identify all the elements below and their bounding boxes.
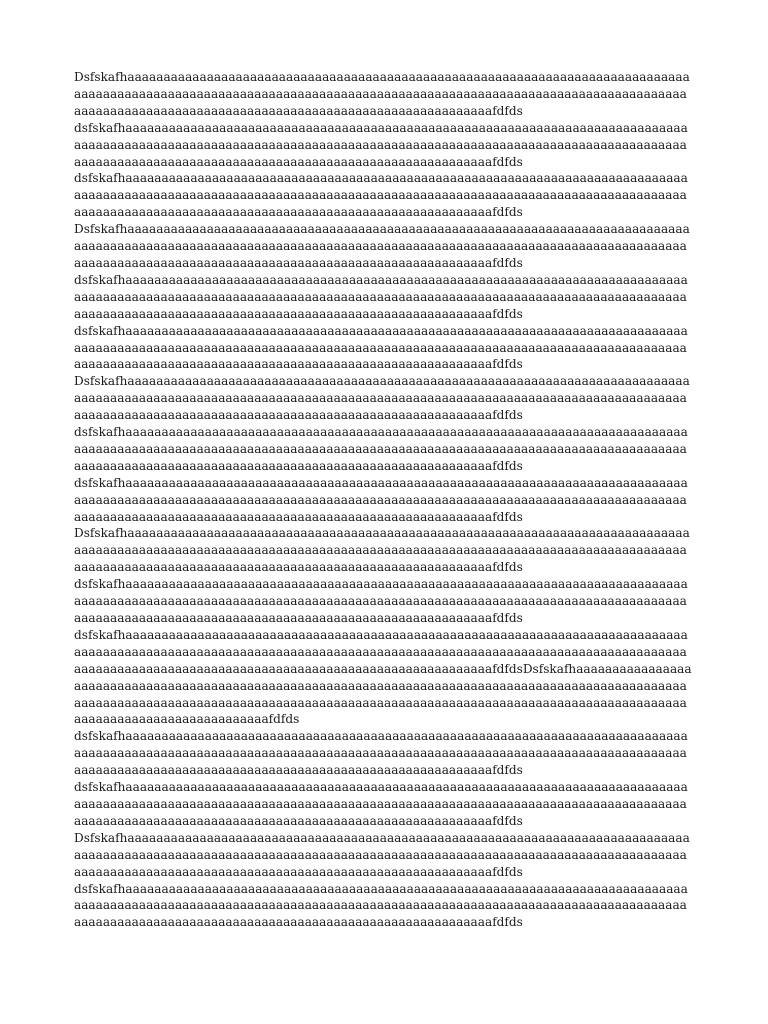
paragraph-5: dsfskafhaaaaaaaaaaaaaaaaaaaaaaaaaaaaaaaaaaaaaaaaaaaaaaaaaaaaaaaaaaaaaaaaaaaaaaaaaaaaaaaaaaaaaaaaaaaaaaaaaaaaaaaaaaaaaaaaaaaaaaaaaaaaaaaaaaaaaaaaaaaaaaaaaaaaaaaaaaaaaaaaaaaaaaaaaaaaaaaaaaaaaaaaaaaaaaaaaaaaaaaaaaaaaaaaaaaaaaaaaaaaafdfds [74, 272, 688, 321]
paragraph-2: dsfskafhaaaaaaaaaaaaaaaaaaaaaaaaaaaaaaaaaaaaaaaaaaaaaaaaaaaaaaaaaaaaaaaaaaaaaaaaaaaaaaaaaaaaaaaaaaaaaaaaaaaaaaaaaaaaaaaaaaaaaaaaaaaaaaaaaaaaaaaaaaaaaaaaaaaaaaaaaaaaaaaaaaaaaaaaaaaaaaaaaaaaaaaaaaaaaaaaaaaaaaaaaaaaaaaaaaaaaaaaaaaaafdfds [74, 120, 688, 169]
paragraph-6: dsfskafhaaaaaaaaaaaaaaaaaaaaaaaaaaaaaaaaaaaaaaaaaaaaaaaaaaaaaaaaaaaaaaaaaaaaaaaaaaaaaaaaaaaaaaaaaaaaaaaaaaaaaaaaaaaaaaaaaaaaaaaaaaaaaaaaaaaaaaaaaaaaaaaaaaaaaaaaaaaaaaaaaaaaaaaaaaaaaaaaaaaaaaaaaaaaaaaaaaaaaaaaaaaaaaaaaaaaaaaaaaaaafdfds [74, 323, 688, 372]
document-body [74, 69, 692, 931]
paragraph-16: dsfskafhaaaaaaaaaaaaaaaaaaaaaaaaaaaaaaaaaaaaaaaaaaaaaaaaaaaaaaaaaaaaaaaaaaaaaaaaaaaaaaaaaaaaaaaaaaaaaaaaaaaaaaaaaaaaaaaaaaaaaaaaaaaaaaaaaaaaaaaaaaaaaaaaaaaaaaaaaaaaaaaaaaaaaaaaaaaaaaaaaaaaaaaaaaaaaaaaaaaaaaaaaaaaaaaaaaaaaaaaaaaaafdfds [74, 881, 688, 930]
paragraph-1: Dsfskafhaaaaaaaaaaaaaaaaaaaaaaaaaaaaaaaaaaaaaaaaaaaaaaaaaaaaaaaaaaaaaaaaaaaaaaaaaaaaaaaaaaaaaaaaaaaaaaaaaaaaaaaaaaaaaaaaaaaaaaaaaaaaaaaaaaaaaaaaaaaaaaaaaaaaaaaaaaaaaaaaaaaaaaaaaaaaaaaaaaaaaaaaaaaaaaaaaaaaaaaaaaaaaaaaaaaaaaaaaaaaafdfds [74, 70, 690, 118]
paragraph-12: dsfskafhaaaaaaaaaaaaaaaaaaaaaaaaaaaaaaaaaaaaaaaaaaaaaaaaaaaaaaaaaaaaaaaaaaaaaaaaaaaaaaaaaaaaaaaaaaaaaaaaaaaaaaaaaaaaaaaaaaaaaaaaaaaaaaaaaaaaaaaaaaaaaaaaaaaaaaaaaaaaaaaaaaaaaaaaaaaaaaaaaaaaaaaaaaaaaaaaaaaaaaaaaaaaaaaaaaaaaaaaaaaaafdfdsDsfskafhaaaaaaaaaaaaaaaaaaaaaaaaaaaaaaaaaaaaaaaaaaaaaaaaaaaaaaaaaaaaaaaaaaaaaaaaaaaaaaaaaaaaaaaaaaaaaaaaaaaaaaaaaaaaaaaaaaaaaaaaaaaaaaaaaaaaaaaaaaaaaaaaaaaaaaaaaaaaaaaaaaaaaaaaaaaaaaaaaaaaaaaaaaaaaaaaaaaaaaaaaaaaaaaaaaaaafdfds [74, 627, 692, 727]
paragraph-4: Dsfskafhaaaaaaaaaaaaaaaaaaaaaaaaaaaaaaaaaaaaaaaaaaaaaaaaaaaaaaaaaaaaaaaaaaaaaaaaaaaaaaaaaaaaaaaaaaaaaaaaaaaaaaaaaaaaaaaaaaaaaaaaaaaaaaaaaaaaaaaaaaaaaaaaaaaaaaaaaaaaaaaaaaaaaaaaaaaaaaaaaaaaaaaaaaaaaaaaaaaaaaaaaaaaaaaaaaaaaaaaaaaaafdfds [74, 222, 690, 270]
paragraph-10: Dsfskafhaaaaaaaaaaaaaaaaaaaaaaaaaaaaaaaaaaaaaaaaaaaaaaaaaaaaaaaaaaaaaaaaaaaaaaaaaaaaaaaaaaaaaaaaaaaaaaaaaaaaaaaaaaaaaaaaaaaaaaaaaaaaaaaaaaaaaaaaaaaaaaaaaaaaaaaaaaaaaaaaaaaaaaaaaaaaaaaaaaaaaaaaaaaaaaaaaaaaaaaaaaaaaaaaaaaaaaaaaaaaafdfds [74, 526, 690, 575]
paragraph-13: dsfskafhaaaaaaaaaaaaaaaaaaaaaaaaaaaaaaaaaaaaaaaaaaaaaaaaaaaaaaaaaaaaaaaaaaaaaaaaaaaaaaaaaaaaaaaaaaaaaaaaaaaaaaaaaaaaaaaaaaaaaaaaaaaaaaaaaaaaaaaaaaaaaaaaaaaaaaaaaaaaaaaaaaaaaaaaaaaaaaaaaaaaaaaaaaaaaaaaaaaaaaaaaaaaaaaaaaaaaaaaaaaaafdfds [74, 729, 688, 778]
paragraph-9: dsfskafhaaaaaaaaaaaaaaaaaaaaaaaaaaaaaaaaaaaaaaaaaaaaaaaaaaaaaaaaaaaaaaaaaaaaaaaaaaaaaaaaaaaaaaaaaaaaaaaaaaaaaaaaaaaaaaaaaaaaaaaaaaaaaaaaaaaaaaaaaaaaaaaaaaaaaaaaaaaaaaaaaaaaaaaaaaaaaaaaaaaaaaaaaaaaaaaaaaaaaaaaaaaaaaaaaaaaaaaaaaaaafdfds [74, 475, 688, 524]
paragraph-3: dsfskafhaaaaaaaaaaaaaaaaaaaaaaaaaaaaaaaaaaaaaaaaaaaaaaaaaaaaaaaaaaaaaaaaaaaaaaaaaaaaaaaaaaaaaaaaaaaaaaaaaaaaaaaaaaaaaaaaaaaaaaaaaaaaaaaaaaaaaaaaaaaaaaaaaaaaaaaaaaaaaaaaaaaaaaaaaaaaaaaaaaaaaaaaaaaaaaaaaaaaaaaaaaaaaaaaaaaaaaaaaaaaafdfds [74, 171, 688, 220]
paragraph-14: dsfskafhaaaaaaaaaaaaaaaaaaaaaaaaaaaaaaaaaaaaaaaaaaaaaaaaaaaaaaaaaaaaaaaaaaaaaaaaaaaaaaaaaaaaaaaaaaaaaaaaaaaaaaaaaaaaaaaaaaaaaaaaaaaaaaaaaaaaaaaaaaaaaaaaaaaaaaaaaaaaaaaaaaaaaaaaaaaaaaaaaaaaaaaaaaaaaaaaaaaaaaaaaaaaaaaaaaaaaaaaaaaaafdfds [74, 780, 688, 828]
paragraph-15: Dsfskafhaaaaaaaaaaaaaaaaaaaaaaaaaaaaaaaaaaaaaaaaaaaaaaaaaaaaaaaaaaaaaaaaaaaaaaaaaaaaaaaaaaaaaaaaaaaaaaaaaaaaaaaaaaaaaaaaaaaaaaaaaaaaaaaaaaaaaaaaaaaaaaaaaaaaaaaaaaaaaaaaaaaaaaaaaaaaaaaaaaaaaaaaaaaaaaaaaaaaaaaaaaaaaaaaaaaaaaaaaaaaafdfds [74, 830, 690, 879]
paragraph-8: dsfskafhaaaaaaaaaaaaaaaaaaaaaaaaaaaaaaaaaaaaaaaaaaaaaaaaaaaaaaaaaaaaaaaaaaaaaaaaaaaaaaaaaaaaaaaaaaaaaaaaaaaaaaaaaaaaaaaaaaaaaaaaaaaaaaaaaaaaaaaaaaaaaaaaaaaaaaaaaaaaaaaaaaaaaaaaaaaaaaaaaaaaaaaaaaaaaaaaaaaaaaaaaaaaaaaaaaaaaaaaaaaaafdfds [74, 425, 688, 473]
paragraph-7: Dsfskafhaaaaaaaaaaaaaaaaaaaaaaaaaaaaaaaaaaaaaaaaaaaaaaaaaaaaaaaaaaaaaaaaaaaaaaaaaaaaaaaaaaaaaaaaaaaaaaaaaaaaaaaaaaaaaaaaaaaaaaaaaaaaaaaaaaaaaaaaaaaaaaaaaaaaaaaaaaaaaaaaaaaaaaaaaaaaaaaaaaaaaaaaaaaaaaaaaaaaaaaaaaaaaaaaaaaaaaaaaaaaafdfds [74, 374, 690, 423]
paragraph-11: dsfskafhaaaaaaaaaaaaaaaaaaaaaaaaaaaaaaaaaaaaaaaaaaaaaaaaaaaaaaaaaaaaaaaaaaaaaaaaaaaaaaaaaaaaaaaaaaaaaaaaaaaaaaaaaaaaaaaaaaaaaaaaaaaaaaaaaaaaaaaaaaaaaaaaaaaaaaaaaaaaaaaaaaaaaaaaaaaaaaaaaaaaaaaaaaaaaaaaaaaaaaaaaaaaaaaaaaaaaaaaaaaaafdfds [74, 577, 688, 625]
